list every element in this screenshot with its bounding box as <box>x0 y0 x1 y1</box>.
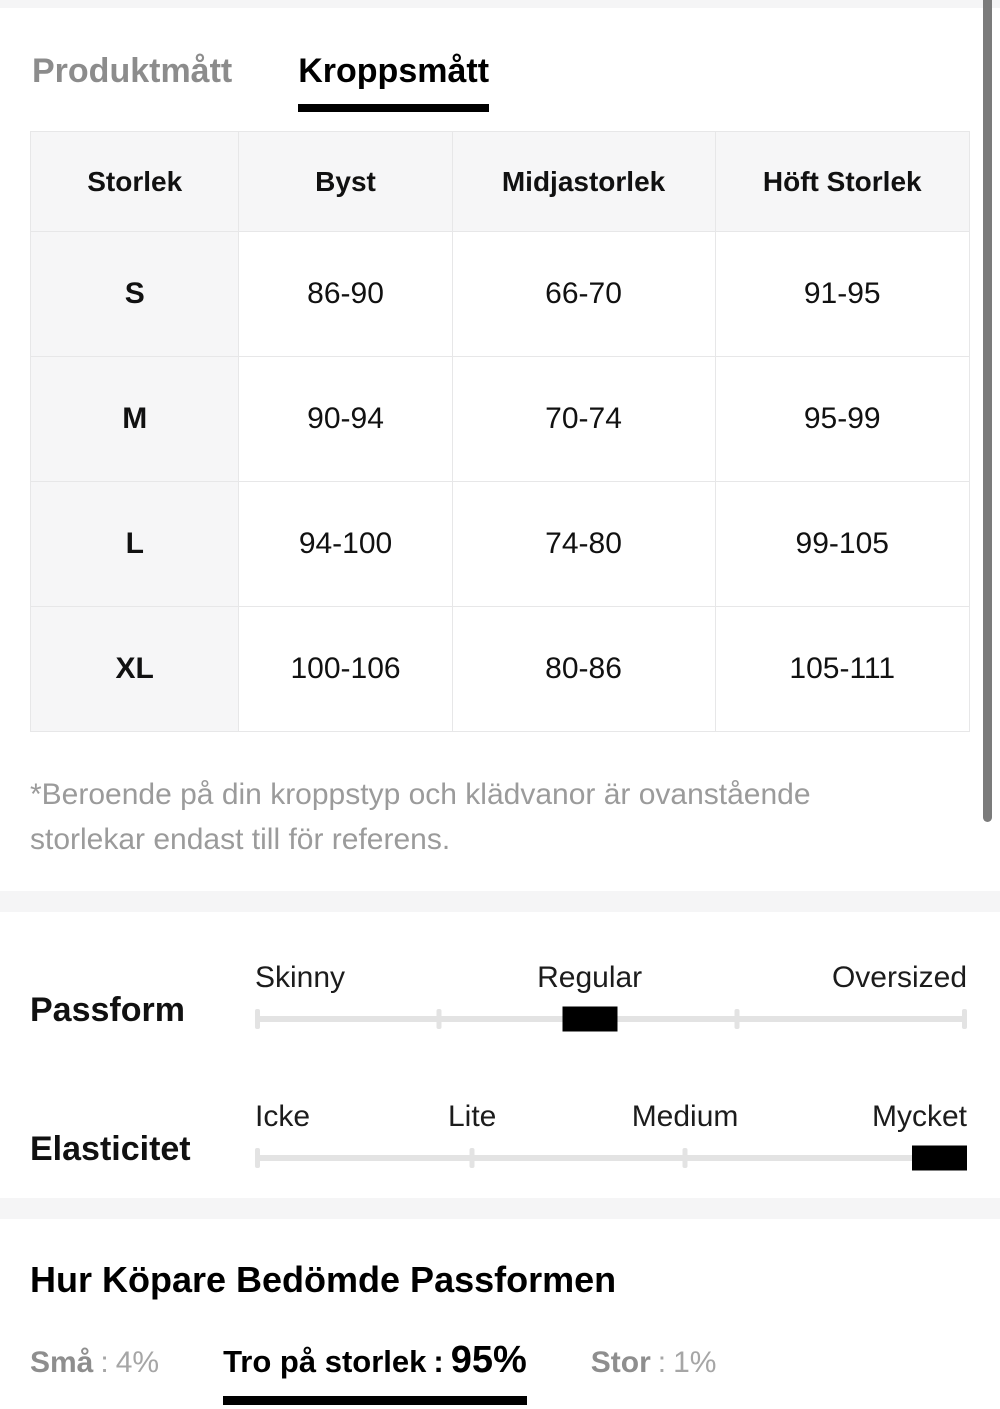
hoft-cell: 99-105 <box>715 482 970 607</box>
elasticity-slider-row <box>30 1095 967 1170</box>
stat-label: Stor <box>590 1346 651 1380</box>
size-cell: XL <box>31 607 239 732</box>
track-line <box>255 1155 967 1161</box>
size-cell: L <box>31 482 239 607</box>
midja-cell: 74-80 <box>452 482 715 607</box>
track-tick <box>683 1148 688 1168</box>
fit-slider <box>255 956 967 1031</box>
stat-separator: : <box>433 1344 444 1380</box>
size-table-header-row <box>31 132 970 232</box>
table-row-s <box>31 232 970 357</box>
table-row-l <box>31 482 970 607</box>
hoft-cell: 91-95 <box>715 232 970 357</box>
track-tick <box>436 1009 441 1029</box>
stat-value: 1% <box>673 1346 717 1380</box>
stat-label: Tro på storlek <box>223 1344 427 1380</box>
stat-value: 4% <box>115 1346 160 1380</box>
fit-slider-row <box>30 956 967 1031</box>
fit-option-skinny: Skinny <box>255 961 346 995</box>
section-divider <box>0 1198 1000 1219</box>
stat-value: 95% <box>450 1339 527 1382</box>
track-tick <box>735 1009 740 1029</box>
stat-separator: : <box>657 1346 667 1380</box>
track-tick <box>962 1009 967 1029</box>
midja-cell: 70-74 <box>452 357 715 482</box>
elasticity-option-icke: Icke <box>255 1100 311 1134</box>
fit-feedback-stats <box>30 1339 970 1405</box>
stat-sma <box>30 1346 159 1380</box>
size-table <box>30 131 970 732</box>
byst-cell: 94-100 <box>239 482 452 607</box>
tab-kroppsmatt[interactable]: Kroppsmått <box>298 53 489 112</box>
byst-cell: 90-94 <box>239 357 452 482</box>
byst-cell: 86-90 <box>239 232 452 357</box>
track-tick <box>255 1148 260 1168</box>
top-divider-strip <box>0 0 1000 8</box>
elasticity-option-mycket: Mycket <box>871 1100 967 1134</box>
buyer-fit-feedback-title: Hur Köpare Bedömde Passformen <box>30 1259 617 1301</box>
table-row-m <box>31 357 970 482</box>
col-header-byst: Byst <box>239 132 452 232</box>
fit-selected-indicator <box>562 1006 617 1031</box>
hoft-cell: 105-111 <box>715 607 970 732</box>
col-header-hoft: Höft Storlek <box>715 132 970 232</box>
size-cell: S <box>31 232 239 357</box>
col-header-storlek: Storlek <box>31 132 239 232</box>
col-header-midjastorlek: Midjastorlek <box>452 132 715 232</box>
midja-cell: 66-70 <box>452 232 715 357</box>
fit-slider-track <box>255 1006 967 1031</box>
stat-label: Små <box>30 1346 94 1380</box>
hoft-cell: 95-99 <box>715 357 970 482</box>
scrollbar-thumb[interactable] <box>983 0 992 822</box>
track-tick <box>470 1148 475 1168</box>
section-divider <box>0 891 1000 912</box>
fit-label: Passform <box>30 991 185 1030</box>
elasticity-slider <box>255 1095 967 1170</box>
table-row-xl <box>31 607 970 732</box>
stat-stor <box>591 1346 717 1380</box>
tab-produktmatt[interactable]: Produktmått <box>32 52 233 90</box>
measurement-tabs <box>32 53 970 112</box>
elasticity-label: Elasticitet <box>30 1130 191 1169</box>
elasticity-option-medium: Medium <box>631 1100 739 1134</box>
fit-option-oversized: Oversized <box>831 961 967 995</box>
stat-separator: : <box>100 1346 109 1380</box>
elasticity-slider-track <box>255 1145 967 1170</box>
fit-option-regular: Regular <box>537 961 643 995</box>
size-cell: M <box>31 357 239 482</box>
byst-cell: 100-106 <box>239 607 452 732</box>
elasticity-selected-indicator <box>912 1145 967 1170</box>
track-tick <box>255 1009 260 1029</box>
size-disclaimer-text: *Beroende på din kroppstyp och klädvanor är ovanstående storlekar endast till för referens. <box>30 778 811 857</box>
midja-cell: 80-86 <box>452 607 715 732</box>
stat-tro-pa-storlek <box>223 1339 527 1405</box>
elasticity-option-lite: Lite <box>447 1100 497 1134</box>
